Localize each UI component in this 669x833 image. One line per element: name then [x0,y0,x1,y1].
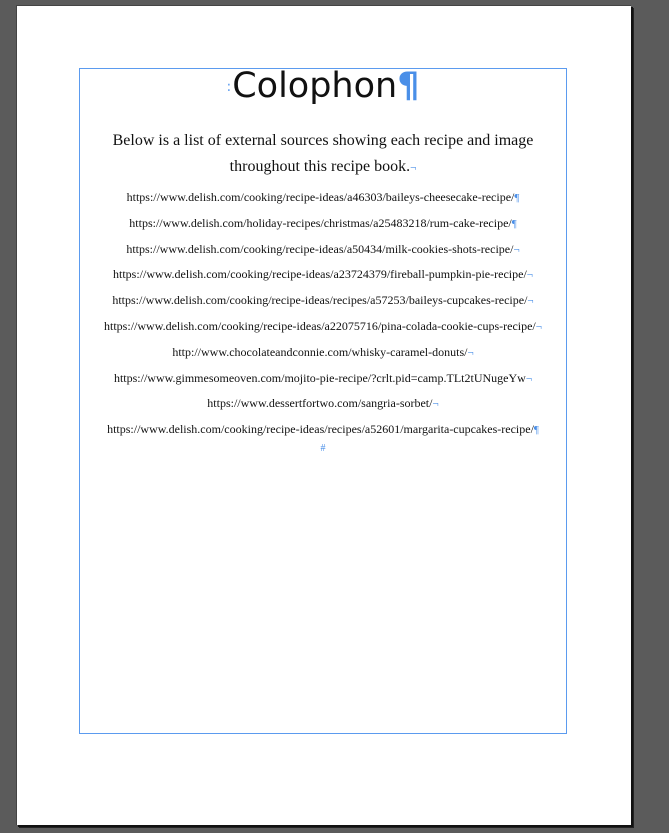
source-link[interactable] [80,262,566,288]
source-link[interactable] [80,314,566,340]
intro-text: Below is a list of external sources showing each recipe and image throughout this recipe book. [112,132,534,175]
pilcrow-icon: ¶ [514,192,520,204]
line-break-icon: ¬ [513,243,520,256]
title-text: Colophon [232,66,398,106]
link-text: https://www.delish.com/cooking/recipe-ideas/a22075716/pina-colada-cookie-cups-recipe/ [104,318,536,333]
source-link[interactable] [80,366,566,392]
intro-paragraph[interactable] [90,128,556,181]
pilcrow-icon: ¶ [533,424,539,437]
document-page [16,5,631,825]
source-link[interactable] [80,237,566,263]
link-text: https://www.delish.com/cooking/recipe-ideas/recipes/a57253/baileys-cupcakes-recipe/ [112,293,528,308]
line-break-icon: ¬ [526,269,533,282]
line-break-icon: ¬ [527,295,534,308]
link-text: https://www.dessertfortwo.com/sangria-sorbet/ [207,396,433,411]
source-link-list [80,185,566,443]
line-break-icon: ¬ [467,346,474,359]
line-break-icon: ¬ [525,372,533,385]
source-link[interactable] [80,340,566,366]
source-link[interactable] [80,391,566,417]
end-of-story-icon: # [320,443,326,454]
source-link[interactable] [80,417,566,443]
page-title[interactable] [80,66,566,107]
text-frame[interactable] [79,68,567,734]
link-text: https://www.gimmesomeoven.com/mojito-pie-recipe/?crlt.pid=camp.TLt2tUNugeYw [113,370,526,385]
line-break-icon: ¬ [432,398,439,411]
pilcrow-icon: ¶ [397,66,420,106]
pilcrow-icon: ¶ [511,217,517,230]
source-link[interactable] [80,185,566,211]
line-break-icon: ¬ [410,162,417,174]
source-link[interactable] [80,211,566,237]
link-text: https://www.delish.com/cooking/recipe-ideas/a50434/milk-cookies-shots-recipe/ [126,241,514,256]
link-text: https://www.delish.com/cooking/recipe-ideas/recipes/a52601/margarita-cupcakes-recipe/ [107,422,534,437]
link-text: https://www.delish.com/cooking/recipe-ideas/a46303/baileys-cheesecake-recipe/ [126,190,515,204]
anchor-marker-icon: : [226,79,232,95]
line-break-icon: ¬ [535,320,542,333]
link-text: https://www.delish.com/cooking/recipe-ideas/a23724379/fireball-pumpkin-pie-recipe/ [113,267,527,282]
link-text: http://www.chocolateandconnie.com/whisky-caramel-donuts/ [172,344,468,359]
source-link[interactable] [80,288,566,314]
link-text: https://www.delish.com/holiday-recipes/christmas/a25483218/rum-cake-recipe/ [129,215,512,230]
